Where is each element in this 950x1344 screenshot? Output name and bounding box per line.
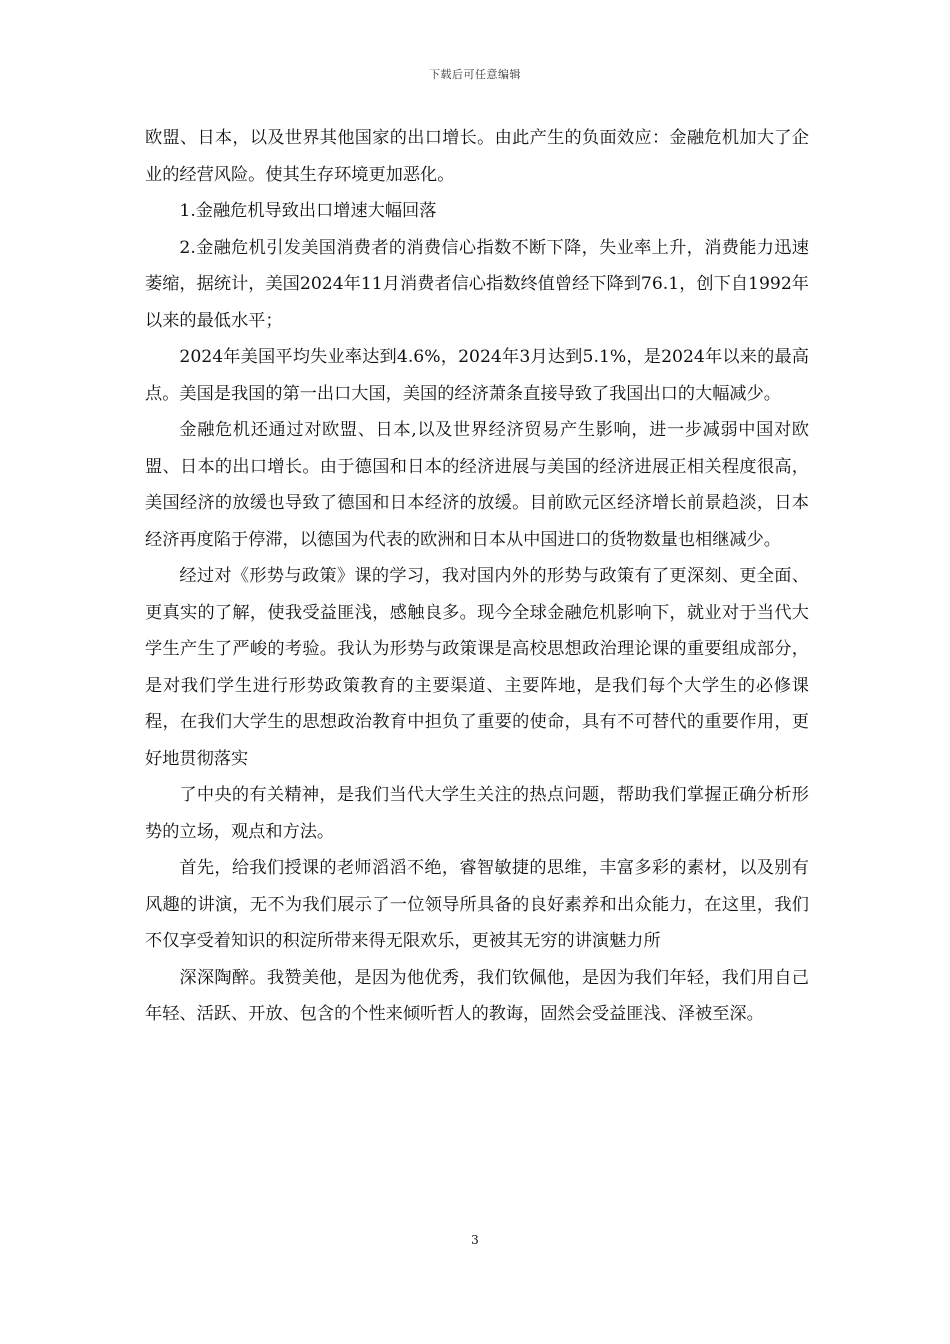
- paragraph: 2024年美国平均失业率达到4.6%，2024年3月达到5.1%，是2024年以来的最高点。美国是我国的第一出口大国，美国的经济萧条直接导致了我国出口的大幅减少。: [145, 347, 809, 404]
- paragraph: 金融危机还通过对欧盟、日本,以及世界经济贸易产生影响，进一步减弱中国对欧盟、日本的出口增长。由于德国和日本的经济进展与美国的经济进展正相关程度很高，美国经济的放缓也导致了德国和日本经济的放缓。目前欧元区经济增长前景趋淡，日本经济再度陷于停滞，以德国为代表的欧洲和日本从中国进口的货物数量也相继减少。: [145, 420, 809, 550]
- header-note: 下载后可任意编辑: [429, 68, 521, 81]
- paragraph: 深深陶醉。我赞美他，是因为他优秀，我们钦佩他，是因为我们年轻，我们用自己年轻、活跃、开放、包含的个性来倾听哲人的教诲，固然会受益匪浅、泽被至深。: [145, 967, 809, 1024]
- paragraph: 首先，给我们授课的老师滔滔不绝，睿智敏捷的思维，丰富多彩的素材，以及别有风趣的讲演，无不为我们展示了一位领导所具备的良好素养和出众能力，在这里，我们不仅享受着知识的积淀所带来得无限欢乐，更被其无穷的讲演魅力所: [145, 858, 809, 951]
- paragraph: 2.金融危机引发美国消费者的消费信心指数不断下降，失业率上升，消费能力迅速萎缩，据统计，美国2024年11月消费者信心指数终值曾经下降到76.1，创下自1992年以来的最低水平；: [145, 237, 809, 331]
- paragraph: 经过对《形势与政策》课的学习，我对国内外的形势与政策有了更深刻、更全面、更真实的了解，使我受益匪浅，感触良多。现今全球金融危机影响下，就业对于当代大学生产生了严峻的考验。我认为形势与政策课是高校思想政治理论课的重要组成部分，是对我们学生进行形势政策教育的主要渠道、主要阵地，是我们每个大学生的必修课程，在我们大学生的思想政治教育中担负了重要的使命，具有不可替代的重要作用，更好地贯彻落实: [145, 566, 809, 769]
- paragraph: 了中央的有关精神，是我们当代大学生关注的热点问题，帮助我们掌握正确分析形势的立场，观点和方法。: [145, 785, 809, 842]
- page-number: 3: [471, 1233, 479, 1247]
- paragraph: 1.金融危机导致出口增速大幅回落: [179, 201, 437, 221]
- document-body: [145, 120, 809, 1033]
- paragraph: 欧盟、日本，以及世界其他国家的出口增长。由此产生的负面效应：金融危机加大了企业的经营风险。使其生存环境更加恶化。: [145, 128, 809, 185]
